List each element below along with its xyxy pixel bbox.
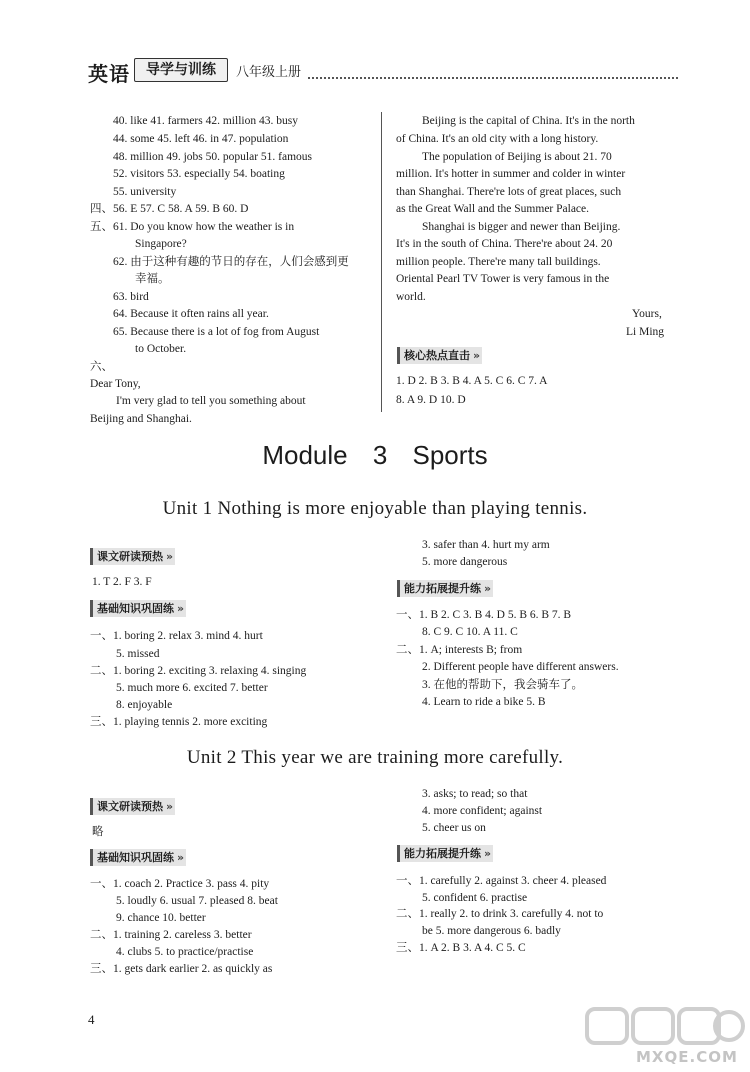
double-chevron-icon: ›› <box>473 349 479 362</box>
letter-line: It's in the south of China. There're about 24. 20 <box>396 238 613 250</box>
ability-answer-line: 8. C 9. C 10. A 11. C <box>422 626 518 638</box>
basic-answer-line: 三、1. gets dark earlier 2. as quickly as <box>90 963 273 975</box>
section-tag-label: 课文研读预热 <box>97 550 163 563</box>
double-chevron-icon: ›› <box>177 851 183 864</box>
basic-answer-line: 4. clubs 5. to practice/practise <box>116 946 254 958</box>
ability-answer-line: 3. 在他的帮助下，我会骑车了。 <box>422 679 583 691</box>
core-answer-line: 1. D 2. B 3. B 4. A 5. C 6. C 7. A <box>396 375 548 387</box>
unit1-title: Unit 1 Nothing is more enjoyable than playing tennis. <box>162 498 588 519</box>
basic-answer-line: 5. missed <box>116 648 160 660</box>
section-tag-basic <box>90 600 186 617</box>
basic-answer-line: 三、1. playing tennis 2. more exciting <box>90 716 268 728</box>
basic-answer-line: 5. much more 6. excited 7. better <box>116 682 268 694</box>
double-chevron-icon: ›› <box>484 582 490 595</box>
basic-answer-line: 9. chance 10. better <box>116 912 206 924</box>
answer-line: 55. university <box>113 186 177 198</box>
watermark-text: MXQE.COM <box>636 1048 738 1066</box>
double-chevron-icon: ›› <box>177 602 183 615</box>
page-number: 4 <box>88 1012 95 1027</box>
answer-line: 五、61. Do you know how the weather is in <box>90 221 295 233</box>
answer-line: 四、56. E 57. C 58. A 59. B 60. D <box>90 203 249 215</box>
section-tag-label: 核心热点直击 <box>404 349 470 362</box>
answer-line: to October. <box>135 343 187 355</box>
ability-answer-line: 二、1. A; interests B; from <box>396 644 523 656</box>
letter-line: as the Great Wall and the Summer Palace. <box>396 203 590 215</box>
answer-line: 63. bird <box>113 291 149 303</box>
answer-line: Beijing and Shanghai. <box>90 413 192 425</box>
letter-line: Beijing is the capital of China. It's in the north <box>422 115 635 127</box>
answer-line: 5. cheer us on <box>422 822 486 834</box>
answer-line: Dear Tony, <box>90 378 141 390</box>
basic-answer-line: 5. loudly 6. usual 7. pleased 8. beat <box>116 895 278 907</box>
ability-answer-line: 2. Different people have different answers. <box>422 661 619 673</box>
section-tag-core <box>397 347 482 364</box>
letter-line: world. <box>396 291 426 303</box>
letter-line: The population of Beijing is about 21. 70 <box>422 151 612 163</box>
letter-line: than Shanghai. There're lots of great places, such <box>396 186 622 198</box>
ability-answer-line: 5. confident 6. practise <box>422 892 528 904</box>
answer-line: I'm very glad to tell you something about <box>116 395 306 407</box>
answer-line: 3. asks; to read; so that <box>422 788 528 800</box>
section-tag-basic <box>90 849 186 866</box>
section-tag-label: 能力拓展提升练 <box>404 582 481 595</box>
answer-line: 64. Because it often rains all year. <box>113 308 269 320</box>
basic-answer-line: 二、1. boring 2. exciting 3. relaxing 4. singing <box>90 665 307 677</box>
grade-label: 八年级上册 <box>236 65 302 80</box>
ability-answer-line: be 5. more dangerous 6. badly <box>422 925 561 937</box>
header-dotted-rule <box>308 77 678 79</box>
answer-line: 5. more dangerous <box>422 556 508 568</box>
section-tag-preview <box>90 548 175 565</box>
preview-answer-line: 略 <box>92 826 104 838</box>
answer-line: 48. million 49. jobs 50. popular 51. famous <box>113 151 313 163</box>
section-tag-label: 基础知识巩固练 <box>97 851 174 864</box>
section-tag-label: 基础知识巩固练 <box>97 602 174 615</box>
ability-answer-line: 一、1. B 2. C 3. B 4. D 5. B 6. B 7. B <box>396 609 572 621</box>
preview-answer-line: 1. T 2. F 3. F <box>92 576 152 588</box>
letter-line: Shanghai is bigger and newer than Beijing. <box>422 221 621 233</box>
answer-line: 40. like 41. farmers 42. million 43. busy <box>113 115 298 127</box>
letter-signoff: Yours, <box>632 308 662 320</box>
answer-line: 65. Because there is a lot of fog from August <box>113 326 320 338</box>
section-tag-ability <box>397 845 493 862</box>
answer-line: 44. some 45. left 46. in 47. population <box>113 133 289 145</box>
letter-line: of China. It's an old city with a long history. <box>396 133 599 145</box>
double-chevron-icon: ›› <box>484 847 490 860</box>
ability-answer-line: 三、1. A 2. B 3. A 4. C 5. C <box>396 942 526 954</box>
answer-line: 六、 <box>90 361 113 373</box>
ability-answer-line: 一、1. carefully 2. against 3. cheer 4. pleased <box>396 875 607 887</box>
basic-answer-line: 一、1. coach 2. Practice 3. pass 4. pity <box>90 878 270 890</box>
series-title-box: 导学与训练 <box>134 58 228 82</box>
answer-line: 幸福。 <box>135 273 170 285</box>
double-chevron-icon: ›› <box>166 800 172 813</box>
section-tag-label: 课文研读预热 <box>97 800 163 813</box>
section-tag-preview <box>90 798 175 815</box>
section-tag-ability <box>397 580 493 597</box>
letter-line: million. It's hotter in summer and colder in winter <box>396 168 626 180</box>
answer-line: Singapore? <box>135 238 187 250</box>
answer-line: 3. safer than 4. hurt my arm <box>422 539 550 551</box>
answer-line: 4. more confident; against <box>422 805 543 817</box>
letter-line: Oriental Pearl TV Tower is very famous in the <box>396 273 610 285</box>
answer-line: 62. 由于这种有趣的节日的存在，人们会感到更 <box>113 256 349 268</box>
core-answer-line: 8. A 9. D 10. D <box>396 394 466 406</box>
module-title: Module 3 Sports <box>262 440 488 470</box>
basic-answer-line: 一、1. boring 2. relax 3. mind 4. hurt <box>90 630 263 642</box>
basic-answer-line: 二、1. training 2. careless 3. better <box>90 929 252 941</box>
basic-answer-line: 8. enjoyable <box>116 699 173 711</box>
ability-answer-line: 二、1. really 2. to drink 3. carefully 4. not to <box>396 908 604 920</box>
unit2-title: Unit 2 This year we are training more carefully. <box>186 747 564 768</box>
double-chevron-icon: ›› <box>166 550 172 563</box>
column-divider <box>381 112 382 412</box>
ability-answer-line: 4. Learn to ride a bike 5. B <box>422 696 546 708</box>
section-tag-label: 能力拓展提升练 <box>404 847 481 860</box>
letter-signature: Li Ming <box>626 326 665 338</box>
answer-line: 52. visitors 53. especially 54. boating <box>113 168 285 180</box>
letter-line: million people. There're many tall buildings. <box>396 256 601 268</box>
subject-title: 英语 <box>88 62 130 86</box>
